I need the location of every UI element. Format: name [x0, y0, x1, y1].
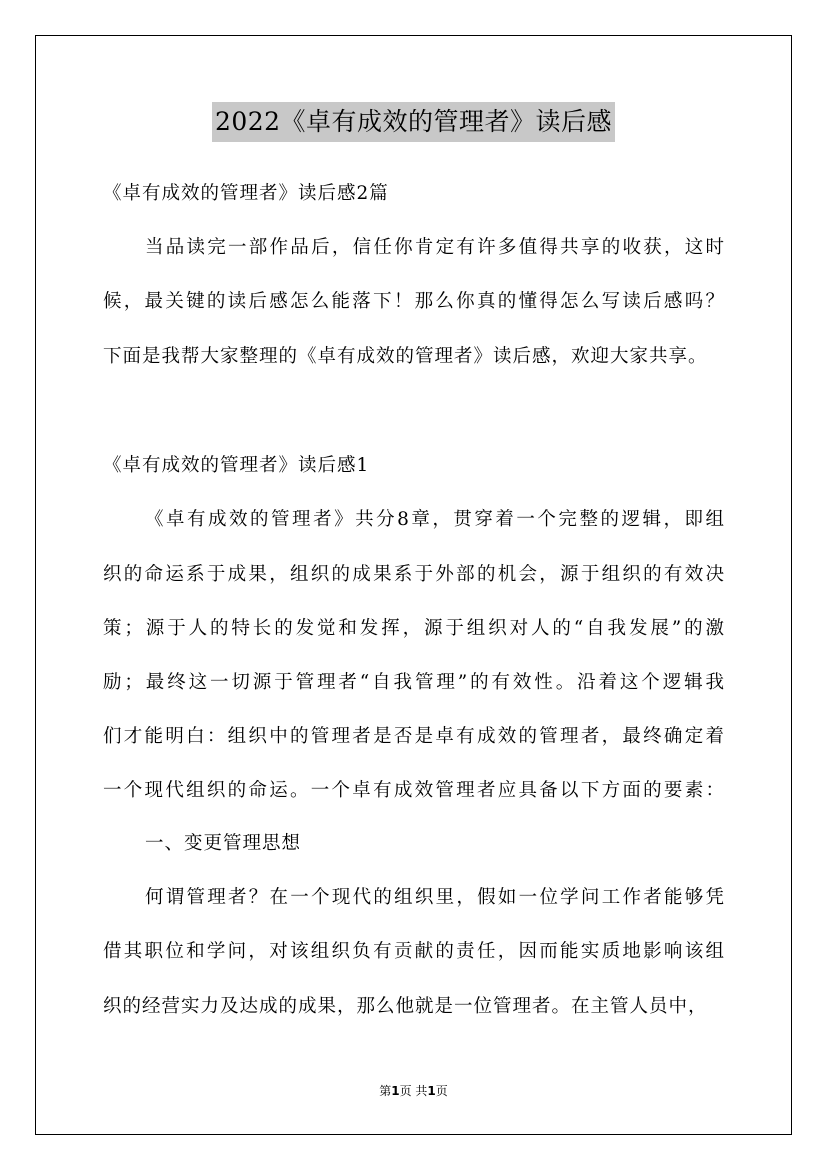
section-heading: 《卓有成效的管理者》读后感1: [103, 455, 370, 476]
paragraph-line: 织的命运系于成果，组织的成果系于外部的机会，源于组织的有效决: [103, 564, 725, 585]
paragraph-line: 借其职位和学问，对该组织负有贡献的责任，因而能实质地影响该组: [103, 941, 725, 962]
footer-page-current: 1: [391, 1084, 400, 1098]
page-footer: [0, 1083, 827, 1099]
title-container: [0, 102, 827, 142]
paragraph-line: 候，最关键的读后感怎么能落下！那么你真的懂得怎么写读后感吗？: [103, 291, 725, 312]
paragraph-line: 当品读完一部作品后，信任你肯定有许多值得共享的收获，这时: [145, 237, 725, 258]
footer-page-mid: 页 共: [399, 1084, 428, 1098]
subtitle-line: 《卓有成效的管理者》读后感2篇: [103, 183, 389, 204]
paragraph-line: 励；最终这一切源于管理者“自我管理”的有效性。沿着这个逻辑我: [103, 672, 725, 693]
paragraph-line: 织的经营实力及达成的成果，那么他就是一位管理者。在主管人员中，: [103, 996, 708, 1017]
subsection-heading: 一、变更管理思想: [145, 833, 302, 854]
paragraph-line: 下面是我帮大家整理的《卓有成效的管理者》读后感，欢迎大家共享。: [103, 346, 708, 367]
footer-page-prefix: 第: [379, 1084, 392, 1098]
paragraph-line: 何谓管理者？在一个现代的组织里，假如一位学问工作者能够凭: [145, 887, 725, 908]
paragraph-line: 《卓有成效的管理者》共分8章，贯穿着一个完整的逻辑，即组: [145, 509, 725, 530]
paragraph-line: 策；源于人的特长的发觉和发挥，源于组织对人的“自我发展”的激: [103, 618, 725, 639]
paragraph-line: 们才能明白：组织中的管理者是否是卓有成效的管理者，最终确定着: [103, 726, 725, 747]
footer-page-suffix: 页: [435, 1084, 448, 1098]
paragraph-line: 一个现代组织的命运。一个卓有成效管理者应具备以下方面的要素：: [103, 780, 725, 801]
footer-page-total: 1: [427, 1084, 436, 1098]
document-title: 2022《卓有成效的管理者》读后感: [212, 102, 615, 142]
